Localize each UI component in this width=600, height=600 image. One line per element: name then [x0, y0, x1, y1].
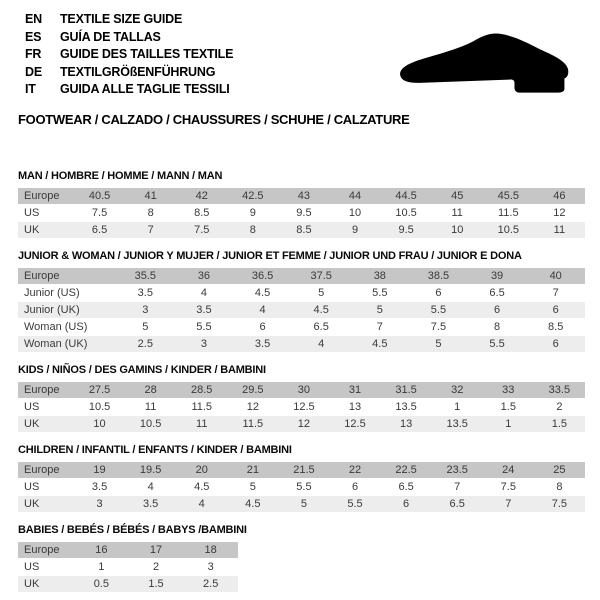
row-label: UK — [24, 224, 40, 236]
section-title-man: MAN / HOMBRE / HOMME / MANN / MAN — [18, 170, 223, 182]
size-cell: 20 — [195, 464, 208, 476]
table-row — [18, 462, 585, 479]
size-cell: 45.5 — [497, 190, 519, 202]
row-label: Europe — [24, 384, 60, 396]
row-label: US — [24, 561, 40, 573]
size-cell: 19 — [93, 464, 106, 476]
size-cell: 4 — [318, 338, 325, 350]
size-cell: 7 — [505, 498, 512, 510]
language-code: ES — [25, 29, 42, 44]
size-cell: 31 — [348, 384, 362, 396]
size-cell: 44 — [348, 190, 362, 202]
size-cell: 1 — [98, 561, 105, 573]
size-cell: 3.5 — [137, 287, 153, 299]
size-cell: 10 — [348, 207, 362, 219]
size-cell: 36.5 — [251, 270, 274, 282]
section-kids — [18, 364, 585, 433]
table-row — [18, 336, 585, 353]
dress-shoe-icon — [393, 28, 578, 98]
size-cell: 10 — [451, 224, 464, 236]
size-cell: 8 — [494, 321, 501, 333]
size-cell: 5 — [300, 498, 307, 510]
section-title-junior-woman: JUNIOR & WOMAN / JUNIOR Y MUJER / JUNIOR ET FEMME / JUNIOR UND FRAU / JUNIOR E DONA — [18, 250, 522, 262]
size-cell: 0.5 — [93, 578, 109, 590]
size-cell: 7 — [552, 287, 559, 299]
table-row — [18, 542, 238, 559]
size-cell: 8 — [556, 481, 563, 493]
size-cell: 11.5 — [242, 418, 264, 430]
size-cell: 23.5 — [446, 464, 468, 476]
size-cell: 1.5 — [500, 401, 516, 413]
row-label: Woman (UK) — [24, 338, 88, 350]
size-cell: 12.5 — [344, 418, 366, 430]
table-row — [18, 205, 585, 222]
size-cell: 42 — [195, 190, 208, 202]
size-cell: 25 — [553, 464, 566, 476]
table-row — [18, 559, 238, 576]
row-label: Europe — [24, 270, 60, 282]
table-row — [18, 416, 585, 433]
row-label: UK — [24, 498, 40, 510]
size-cell: 45 — [451, 190, 464, 202]
size-cell: 11 — [451, 207, 463, 219]
table-row — [18, 479, 585, 496]
size-sections — [18, 170, 585, 600]
size-cell: 11 — [553, 224, 566, 236]
size-cell: 11 — [196, 418, 208, 430]
size-cell: 3 — [200, 338, 207, 350]
size-cell: 11.5 — [191, 401, 213, 413]
row-label: US — [24, 207, 40, 219]
size-cell: 27.5 — [88, 384, 111, 396]
size-cell: 12 — [553, 207, 566, 219]
size-cell: 6.5 — [313, 321, 329, 333]
size-cell: 1 — [505, 418, 512, 430]
language-label: GUIDA ALLE TAGLIE TESSILI — [60, 82, 230, 96]
size-cell: 5.5 — [430, 304, 447, 316]
size-cell: 24 — [502, 464, 515, 476]
size-cell: 13 — [348, 401, 362, 413]
row-label: Europe — [24, 544, 60, 556]
size-cell: 8.5 — [548, 321, 564, 333]
size-cell: 38 — [373, 270, 386, 282]
size-cell: 6 — [259, 321, 266, 333]
size-cell: 18 — [204, 544, 217, 556]
language-label: GUÍA DE TALLAS — [60, 29, 161, 44]
language-row — [25, 29, 233, 47]
section-title-children: CHILDREN / INFANTIL / ENFANTS / KINDER / BAMBINI — [18, 444, 292, 456]
size-cell: 7 — [376, 321, 383, 333]
size-cell: 9.5 — [296, 207, 312, 219]
size-cell: 5.5 — [372, 287, 388, 299]
size-cell: 3 — [207, 561, 214, 573]
size-cell: 5.5 — [347, 498, 363, 510]
size-cell: 1 — [454, 401, 461, 413]
size-cell: 32 — [451, 384, 464, 396]
size-cell: 11.5 — [498, 207, 519, 219]
size-cell: 5 — [435, 338, 442, 350]
size-cell: 12 — [297, 418, 311, 430]
size-cell: 13.5 — [446, 418, 468, 430]
language-row — [25, 81, 233, 99]
size-cell: 2.5 — [203, 578, 219, 590]
size-cell: 4.5 — [372, 338, 388, 350]
size-cell: 4.5 — [254, 287, 271, 299]
size-cell: 5.5 — [296, 481, 312, 493]
table-row — [18, 302, 585, 319]
size-cell: 21.5 — [293, 464, 315, 476]
size-table-children — [18, 462, 585, 513]
size-cell: 38.5 — [427, 270, 450, 282]
size-cell: 5.5 — [489, 338, 505, 350]
section-children — [18, 444, 585, 513]
table-row — [18, 222, 585, 239]
size-cell: 6 — [435, 287, 442, 299]
size-cell: 10 — [93, 418, 106, 430]
language-label: TEXTILE SIZE GUIDE — [60, 12, 183, 26]
row-label: Europe — [24, 464, 60, 476]
table-row — [18, 399, 585, 416]
size-cell: 17 — [149, 544, 163, 556]
section-junior-woman — [18, 250, 585, 353]
size-cell: 5 — [376, 304, 383, 316]
size-cell: 8 — [249, 224, 256, 236]
size-cell: 35.5 — [134, 270, 157, 282]
size-cell: 36 — [197, 270, 211, 282]
size-cell: 2.5 — [137, 338, 153, 350]
size-cell: 5 — [142, 321, 149, 333]
size-cell: 21 — [246, 464, 259, 476]
size-cell: 2 — [556, 401, 563, 413]
size-cell: 2 — [152, 561, 160, 573]
row-label: US — [24, 401, 40, 413]
language-code: EN — [25, 12, 42, 26]
size-cell: 3.5 — [142, 498, 159, 510]
size-cell: 3 — [142, 304, 149, 316]
size-cell: 28.5 — [191, 384, 213, 396]
size-cell: 9 — [249, 207, 256, 219]
row-label: US — [24, 481, 40, 493]
language-list — [25, 11, 233, 99]
language-row — [25, 46, 233, 64]
table-row — [18, 382, 585, 399]
size-cell: 31.5 — [395, 384, 417, 396]
language-code: FR — [25, 47, 42, 61]
size-cell: 3.5 — [196, 304, 212, 316]
size-cell: 10.5 — [395, 207, 417, 219]
size-cell: 6 — [351, 481, 359, 493]
size-cell: 22.5 — [395, 464, 417, 476]
size-cell: 6.5 — [91, 224, 108, 236]
size-cell: 4 — [198, 498, 205, 510]
table-row — [18, 576, 238, 593]
size-cell: 4 — [259, 304, 266, 316]
section-title-babies: BABIES / BEBÉS / BÉBÉS / BABYS /BAMBINI — [18, 524, 247, 536]
size-cell: 6 — [403, 498, 410, 510]
language-label: TEXTILGRÖßENFÜHRUNG — [60, 64, 216, 79]
size-cell: 40.5 — [88, 190, 111, 202]
size-cell: 46 — [553, 190, 566, 202]
size-cell: 8.5 — [194, 207, 210, 219]
section-title-kids: KIDS / NIÑOS / DES GAMINS / KINDER / BAMBINI — [18, 364, 266, 376]
size-cell: 10.5 — [497, 224, 519, 236]
size-cell: 16 — [95, 544, 108, 556]
size-cell: 10.5 — [88, 401, 111, 413]
table-row — [18, 285, 585, 302]
size-cell: 5 — [249, 481, 256, 493]
size-cell: 4 — [200, 287, 207, 299]
size-table-babies — [18, 542, 238, 593]
row-label: Europe — [24, 190, 60, 202]
size-cell: 12 — [246, 401, 259, 413]
category-line: FOOTWEAR / CALZADO / CHAUSSURES / SCHUHE / CALZATURE — [18, 112, 410, 127]
size-cell: 13 — [399, 418, 413, 430]
size-cell: 7 — [454, 481, 461, 493]
size-cell: 7.5 — [551, 498, 568, 510]
language-code: IT — [25, 82, 36, 96]
table-row — [18, 188, 585, 205]
size-cell: 7.5 — [430, 321, 447, 333]
size-cell: 3 — [96, 498, 103, 510]
row-label: Junior (US) — [24, 287, 80, 299]
size-cell: 6.5 — [398, 481, 414, 493]
language-code: DE — [25, 64, 42, 79]
language-label: GUIDE DES TAILLES TEXTILE — [60, 47, 234, 61]
size-cell: 11 — [144, 401, 157, 413]
size-cell: 1.5 — [551, 418, 568, 430]
size-cell: 29.5 — [242, 384, 264, 396]
section-babies — [18, 524, 585, 593]
size-cell: 44.5 — [395, 190, 417, 202]
size-cell: 37.5 — [310, 270, 332, 282]
language-row — [25, 11, 233, 29]
table-row — [18, 319, 585, 336]
row-label: Woman (US) — [24, 321, 88, 333]
table-row — [18, 268, 585, 285]
size-cell: 8 — [147, 207, 154, 219]
size-cell: 7.5 — [91, 207, 108, 219]
size-cell: 12.5 — [293, 401, 315, 413]
size-cell: 33.5 — [548, 384, 571, 396]
size-cell: 4.5 — [245, 498, 261, 510]
size-cell: 4.5 — [313, 304, 329, 316]
size-cell: 7.5 — [194, 224, 210, 236]
size-cell: 4 — [147, 481, 154, 493]
size-cell: 30 — [297, 384, 311, 396]
size-cell: 40 — [549, 270, 562, 282]
size-cell: 6 — [552, 304, 559, 316]
size-cell: 33 — [502, 384, 515, 396]
size-table-junior-woman — [18, 268, 585, 353]
section-man — [18, 170, 585, 239]
row-label: Junior (UK) — [24, 304, 80, 316]
row-label: UK — [24, 578, 40, 590]
row-label: UK — [24, 418, 40, 430]
size-cell: 41 — [144, 190, 157, 202]
size-cell: 4.5 — [194, 481, 210, 493]
size-table-man — [18, 188, 585, 239]
size-cell: 6.5 — [489, 287, 505, 299]
size-cell: 6 — [552, 338, 559, 350]
size-cell: 1.5 — [148, 578, 164, 590]
size-cell: 7 — [147, 224, 154, 236]
size-cell: 43 — [297, 190, 311, 202]
size-cell: 10.5 — [139, 418, 162, 430]
size-cell: 9.5 — [398, 224, 414, 236]
size-cell: 7.5 — [500, 481, 516, 493]
table-row — [18, 496, 585, 513]
size-cell: 9 — [351, 224, 359, 236]
size-cell: 5.5 — [196, 321, 212, 333]
size-cell: 8.5 — [296, 224, 312, 236]
size-cell: 28 — [144, 384, 157, 396]
size-table-kids — [18, 382, 585, 433]
language-row — [25, 64, 233, 82]
size-cell: 22 — [348, 464, 362, 476]
size-cell: 3.5 — [254, 338, 271, 350]
size-cell: 5 — [318, 287, 325, 299]
size-cell: 42.5 — [242, 190, 264, 202]
size-cell: 6 — [494, 304, 501, 316]
size-cell: 13.5 — [395, 401, 417, 413]
size-cell: 6.5 — [449, 498, 465, 510]
size-cell: 19.5 — [139, 464, 162, 476]
size-cell: 3.5 — [91, 481, 108, 493]
size-cell: 39 — [490, 270, 504, 282]
